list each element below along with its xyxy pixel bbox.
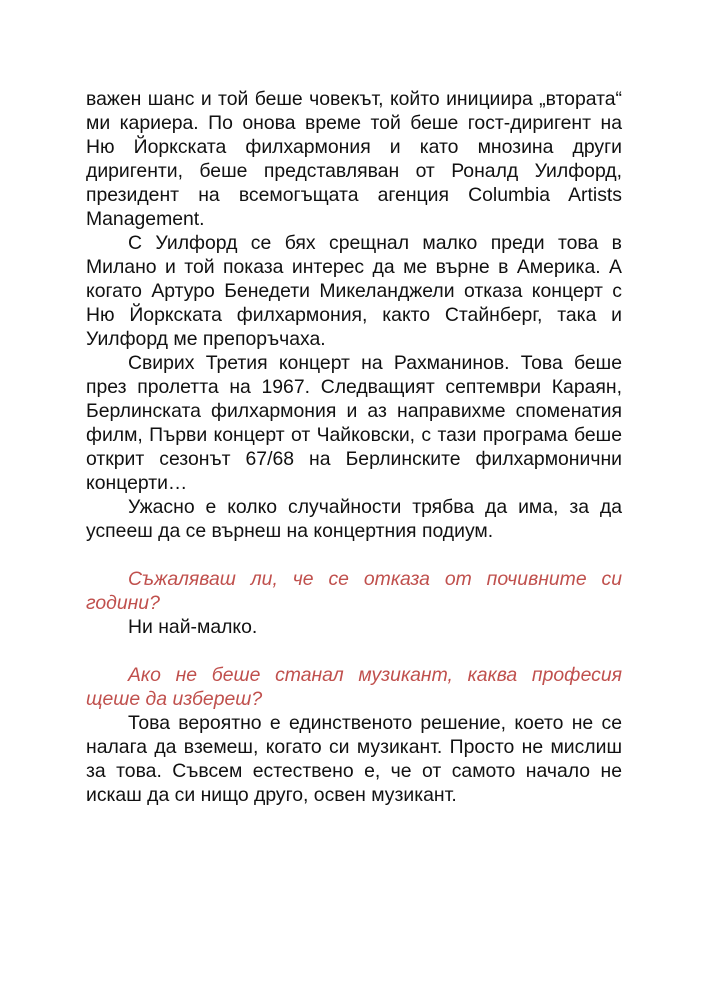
interview-question: Ако не беше станал музикант, каква професия щеше да избереш? [86,664,622,710]
interview-question: Съжаляваш ли, че се отказа от почивните си години? [86,568,622,614]
body-paragraph: Свирих Третия концерт на Рахманинов. Това беше през пролетта на 1967. Следващият септември Караян, Берлинската филхармония и аз направихме споменатия филм, Първи концерт от Чайковски, с тази програма беше открит сезонът 67/68 на Берлинските филхармонични концерти… [86,352,622,494]
section-gap [86,543,622,567]
section-gap [86,639,622,663]
document-page [86,87,622,807]
body-paragraph-continued: важен шанс и той беше човекът, който инициира „втората“ ми кариера. По онова време той беше гост-диригент на Ню Йоркската филхармония и като мнозина други диригенти, беше представляван от Роналд Уилфорд, президент на всемогъщата агенция Columbia Artists Management. [86,88,622,230]
interview-answer: Ни най-малко. [128,616,258,638]
body-paragraph: Ужасно е колко случайности трябва да има, за да успееш да се върнеш на концертния подиум. [86,496,622,542]
body-paragraph: С Уилфорд се бях срещнал малко преди това в Милано и той показа интерес да ме върне в Америка. А когато Артуро Бенедети Микеланджели отказа концерт с Ню Йоркската филхармония, както Стайнберг, така и Уилфорд ме препоръчаха. [86,232,622,350]
interview-answer: Това вероятно е единственото решение, което не се налага да вземеш, когато си музикант. Просто не мислиш за това. Съвсем естествено е, че от самото начало не искаш да си нищо друго, освен музикант. [86,712,622,806]
